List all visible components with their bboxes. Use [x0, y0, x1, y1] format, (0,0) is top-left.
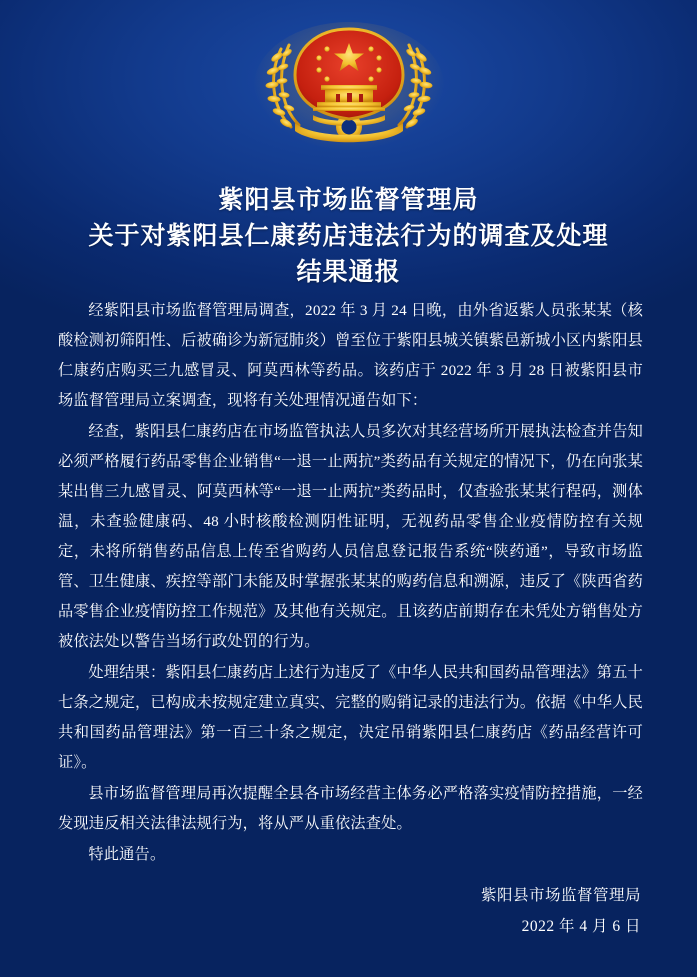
signature-organization: 紫阳县市场监督管理局 [480, 887, 641, 904]
china-national-emblem-icon [251, 19, 447, 153]
signature-block [481, 880, 641, 942]
document-body [58, 296, 643, 871]
document-title [60, 183, 637, 291]
body-paragraph: 经紫阳县市场监督管理局调查，2022 年 3 月 24 日晚，由外省返紫人员张某某（核酸检测初筛阳性、后被确诊为新冠肺炎）曾至位于紫阳县城关镇紫邑新城小区内紫阳县仁康药店购买三九感冒灵、阿莫西林等药品。该药店于 2022 年 3 月 28 日被紫阳县市场监督管理局立案调查，现将有关处理情况通告如下： [58, 302, 643, 409]
signature-date: 2022 年 4 月 6 日 [521, 918, 641, 935]
body-paragraph: 经查，紫阳县仁康药店在市场监管执法人员多次对其经营场所开展执法检查并告知必须严格履行药品零售企业销售“一退一止两抗”类药品有关规定的情况下，仍在向张某某出售三九感冒灵、阿莫西林等“一退一止两抗”类药品时，仅查验张某某行程码，测体温，未查验健康码、48 小时核酸检测阴性证明，无视药品零售企业疫情防控有关规定，未将所销售药品信息上传至省购药人员信息登记报告系统“陕药通”，导致市场监管、卫生健康、疾控等部门未能及时掌握张某某的购药信息和溯源，违反了《陕西省药品零售企业疫情防控工作规范》及其他有关规定。且该药店前期存在未凭处方销售处方被依法处以警告当场行政处罚的行为。 [58, 423, 643, 650]
title-line-1: 紫阳县市场监督管理局 [218, 187, 479, 214]
body-paragraph: 县市场监督管理局再次提醒全县各市场经营主体务必严格落实疫情防控措施，一经发现违反相关法律法规行为，将从严从重依法查处。 [58, 785, 643, 832]
title-line-3: 结果通报 [296, 259, 401, 286]
body-paragraph: 特此通告。 [88, 846, 166, 863]
emblem-svg [251, 19, 447, 153]
emblem-container [0, 16, 697, 156]
body-paragraph: 处理结果：紫阳县仁康药店上述行为违反了《中华人民共和国药品管理法》第五十七条之规定，已构成未按规定建立真实、完整的购销记录的违法行为。依据《中华人民共和国药品管理法》第一百三十条之规定，决定吊销紫阳县仁康药店《药品经营许可证》。 [58, 664, 643, 771]
title-line-2: 关于对紫阳县仁康药店违法行为的调查及处理 [88, 223, 609, 250]
